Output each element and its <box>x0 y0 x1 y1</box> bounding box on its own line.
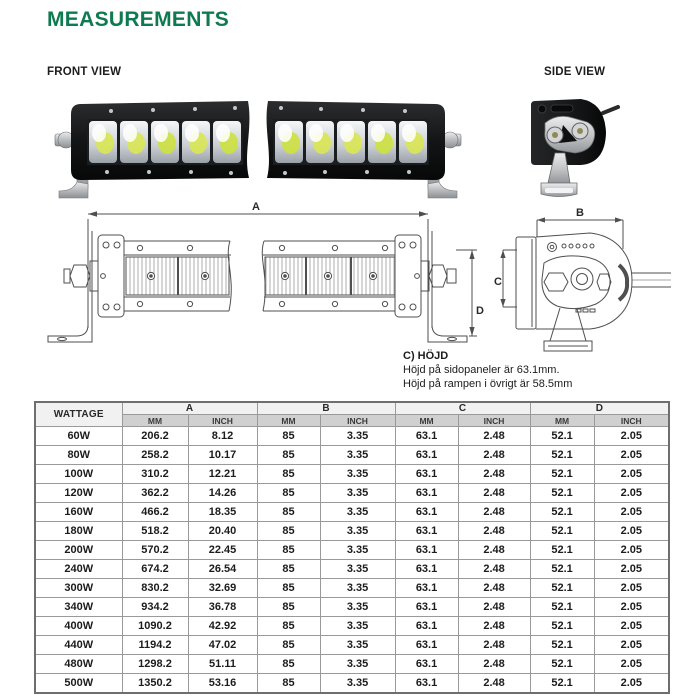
value-cell: 3.35 <box>320 541 395 560</box>
value-cell: 47.02 <box>188 636 257 655</box>
value-cell: 52.1 <box>530 674 594 693</box>
value-cell: 3.35 <box>320 674 395 693</box>
value-cell: 20.40 <box>188 522 257 541</box>
value-cell: 52.1 <box>530 655 594 674</box>
value-cell: 2.48 <box>458 579 530 598</box>
wattage-cell: 180W <box>35 522 122 541</box>
wattage-cell: 400W <box>35 617 122 636</box>
value-cell: 52.1 <box>530 636 594 655</box>
value-cell: 3.35 <box>320 560 395 579</box>
value-cell: 2.48 <box>458 655 530 674</box>
value-cell: 85 <box>257 503 320 522</box>
value-cell: 830.2 <box>122 579 188 598</box>
side-view-photo <box>525 93 620 201</box>
wattage-cell: 60W <box>35 427 122 446</box>
value-cell: 52.1 <box>530 598 594 617</box>
value-cell: 3.35 <box>320 522 395 541</box>
value-cell: 3.35 <box>320 427 395 446</box>
value-cell: 2.05 <box>594 617 669 636</box>
value-cell: 2.48 <box>458 560 530 579</box>
wattage-cell: 340W <box>35 598 122 617</box>
value-cell: 85 <box>257 598 320 617</box>
value-cell: 258.2 <box>122 446 188 465</box>
table-row <box>35 636 669 655</box>
wattage-cell: 480W <box>35 655 122 674</box>
value-cell: 2.05 <box>594 655 669 674</box>
table-row <box>35 674 669 693</box>
table-row <box>35 503 669 522</box>
value-cell: 52.1 <box>530 579 594 598</box>
value-cell: 2.05 <box>594 427 669 446</box>
value-cell: 63.1 <box>395 655 458 674</box>
wattage-cell: 80W <box>35 446 122 465</box>
col-group-b: B <box>257 402 395 415</box>
value-cell: 85 <box>257 560 320 579</box>
unit-header-mm: MM <box>257 415 320 427</box>
value-cell: 1298.2 <box>122 655 188 674</box>
value-cell: 2.05 <box>594 484 669 503</box>
value-cell: 2.48 <box>458 484 530 503</box>
value-cell: 1090.2 <box>122 617 188 636</box>
value-cell: 63.1 <box>395 465 458 484</box>
value-cell: 2.05 <box>594 636 669 655</box>
value-cell: 85 <box>257 674 320 693</box>
value-cell: 52.1 <box>530 484 594 503</box>
value-cell: 22.45 <box>188 541 257 560</box>
value-cell: 52.1 <box>530 446 594 465</box>
value-cell: 52.1 <box>530 560 594 579</box>
height-note <box>403 349 572 391</box>
value-cell: 1350.2 <box>122 674 188 693</box>
value-cell: 14.26 <box>188 484 257 503</box>
value-cell: 3.35 <box>320 484 395 503</box>
unit-header-mm: MM <box>122 415 188 427</box>
col-group-a: A <box>122 402 257 415</box>
value-cell: 2.05 <box>594 674 669 693</box>
value-cell: 2.05 <box>594 579 669 598</box>
value-cell: 52.1 <box>530 503 594 522</box>
value-cell: 2.05 <box>594 503 669 522</box>
value-cell: 2.48 <box>458 427 530 446</box>
value-cell: 85 <box>257 579 320 598</box>
table-row <box>35 465 669 484</box>
value-cell: 934.2 <box>122 598 188 617</box>
wattage-cell: 440W <box>35 636 122 655</box>
value-cell: 63.1 <box>395 541 458 560</box>
value-cell: 63.1 <box>395 446 458 465</box>
value-cell: 85 <box>257 465 320 484</box>
value-cell: 518.2 <box>122 522 188 541</box>
value-cell: 2.05 <box>594 465 669 484</box>
side-view-diagram <box>492 203 672 358</box>
value-cell: 2.05 <box>594 541 669 560</box>
value-cell: 63.1 <box>395 579 458 598</box>
value-cell: 52.1 <box>530 541 594 560</box>
value-cell: 2.48 <box>458 636 530 655</box>
table-row <box>35 655 669 674</box>
value-cell: 2.48 <box>458 674 530 693</box>
value-cell: 8.12 <box>188 427 257 446</box>
value-cell: 63.1 <box>395 503 458 522</box>
value-cell: 85 <box>257 636 320 655</box>
value-cell: 63.1 <box>395 522 458 541</box>
unit-header-inch: INCH <box>188 415 257 427</box>
height-note-heading: C) HÖJD <box>403 350 449 362</box>
table-row <box>35 579 669 598</box>
value-cell: 85 <box>257 446 320 465</box>
value-cell: 2.48 <box>458 598 530 617</box>
value-cell: 310.2 <box>122 465 188 484</box>
value-cell: 2.05 <box>594 560 669 579</box>
value-cell: 85 <box>257 427 320 446</box>
unit-header-mm: MM <box>395 415 458 427</box>
value-cell: 85 <box>257 484 320 503</box>
value-cell: 63.1 <box>395 427 458 446</box>
table-row <box>35 617 669 636</box>
dim-d-label: D <box>476 305 484 317</box>
value-cell: 570.2 <box>122 541 188 560</box>
value-cell: 2.05 <box>594 598 669 617</box>
value-cell: 63.1 <box>395 560 458 579</box>
value-cell: 26.54 <box>188 560 257 579</box>
value-cell: 2.05 <box>594 522 669 541</box>
value-cell: 63.1 <box>395 636 458 655</box>
table-row <box>35 598 669 617</box>
table-row <box>35 560 669 579</box>
dim-b-label: B <box>576 207 584 219</box>
value-cell: 85 <box>257 655 320 674</box>
measurements-table <box>34 401 670 694</box>
value-cell: 3.35 <box>320 446 395 465</box>
col-group-d: D <box>530 402 669 415</box>
value-cell: 2.48 <box>458 522 530 541</box>
value-cell: 2.48 <box>458 446 530 465</box>
value-cell: 2.05 <box>594 446 669 465</box>
dim-c-label: C <box>494 276 502 288</box>
value-cell: 63.1 <box>395 484 458 503</box>
side-view-label: SIDE VIEW <box>544 66 606 78</box>
value-cell: 2.48 <box>458 465 530 484</box>
front-view-photo <box>53 92 463 200</box>
value-cell: 85 <box>257 522 320 541</box>
value-cell: 1194.2 <box>122 636 188 655</box>
page-title: MEASUREMENTS <box>47 8 230 31</box>
value-cell: 3.35 <box>320 465 395 484</box>
value-cell: 3.35 <box>320 579 395 598</box>
value-cell: 85 <box>257 617 320 636</box>
value-cell: 85 <box>257 541 320 560</box>
table-row <box>35 446 669 465</box>
wattage-cell: 100W <box>35 465 122 484</box>
table-row <box>35 522 669 541</box>
height-note-line1: Höjd på sidopaneler är 63.1mm. <box>403 364 560 376</box>
value-cell: 52.1 <box>530 465 594 484</box>
value-cell: 51.11 <box>188 655 257 674</box>
unit-header-inch: INCH <box>320 415 395 427</box>
value-cell: 63.1 <box>395 598 458 617</box>
wattage-cell: 200W <box>35 541 122 560</box>
value-cell: 466.2 <box>122 503 188 522</box>
height-note-line2: Höjd på rampen i övrigt är 58.5mm <box>403 378 573 390</box>
value-cell: 10.17 <box>188 446 257 465</box>
value-cell: 362.2 <box>122 484 188 503</box>
value-cell: 3.35 <box>320 617 395 636</box>
col-group-c: C <box>395 402 530 415</box>
value-cell: 2.48 <box>458 541 530 560</box>
wattage-cell: 160W <box>35 503 122 522</box>
value-cell: 3.35 <box>320 598 395 617</box>
value-cell: 3.35 <box>320 636 395 655</box>
value-cell: 63.1 <box>395 674 458 693</box>
value-cell: 2.48 <box>458 617 530 636</box>
front-view-diagram <box>40 197 485 349</box>
wattage-header: WATTAGE <box>35 402 122 427</box>
value-cell: 52.1 <box>530 427 594 446</box>
value-cell: 206.2 <box>122 427 188 446</box>
unit-header-inch: INCH <box>458 415 530 427</box>
value-cell: 2.48 <box>458 503 530 522</box>
table-row <box>35 427 669 446</box>
value-cell: 12.21 <box>188 465 257 484</box>
unit-header-mm: MM <box>530 415 594 427</box>
dim-a-label: A <box>252 201 260 213</box>
value-cell: 3.35 <box>320 503 395 522</box>
value-cell: 3.35 <box>320 655 395 674</box>
wattage-cell: 300W <box>35 579 122 598</box>
wattage-cell: 120W <box>35 484 122 503</box>
table-row <box>35 541 669 560</box>
value-cell: 52.1 <box>530 617 594 636</box>
value-cell: 36.78 <box>188 598 257 617</box>
wattage-cell: 500W <box>35 674 122 693</box>
value-cell: 63.1 <box>395 617 458 636</box>
value-cell: 53.16 <box>188 674 257 693</box>
value-cell: 42.92 <box>188 617 257 636</box>
table-row <box>35 484 669 503</box>
table-body <box>35 427 669 693</box>
wattage-cell: 240W <box>35 560 122 579</box>
value-cell: 18.35 <box>188 503 257 522</box>
unit-header-inch: INCH <box>594 415 669 427</box>
value-cell: 32.69 <box>188 579 257 598</box>
value-cell: 52.1 <box>530 522 594 541</box>
front-view-label: FRONT VIEW <box>47 66 122 78</box>
value-cell: 674.2 <box>122 560 188 579</box>
